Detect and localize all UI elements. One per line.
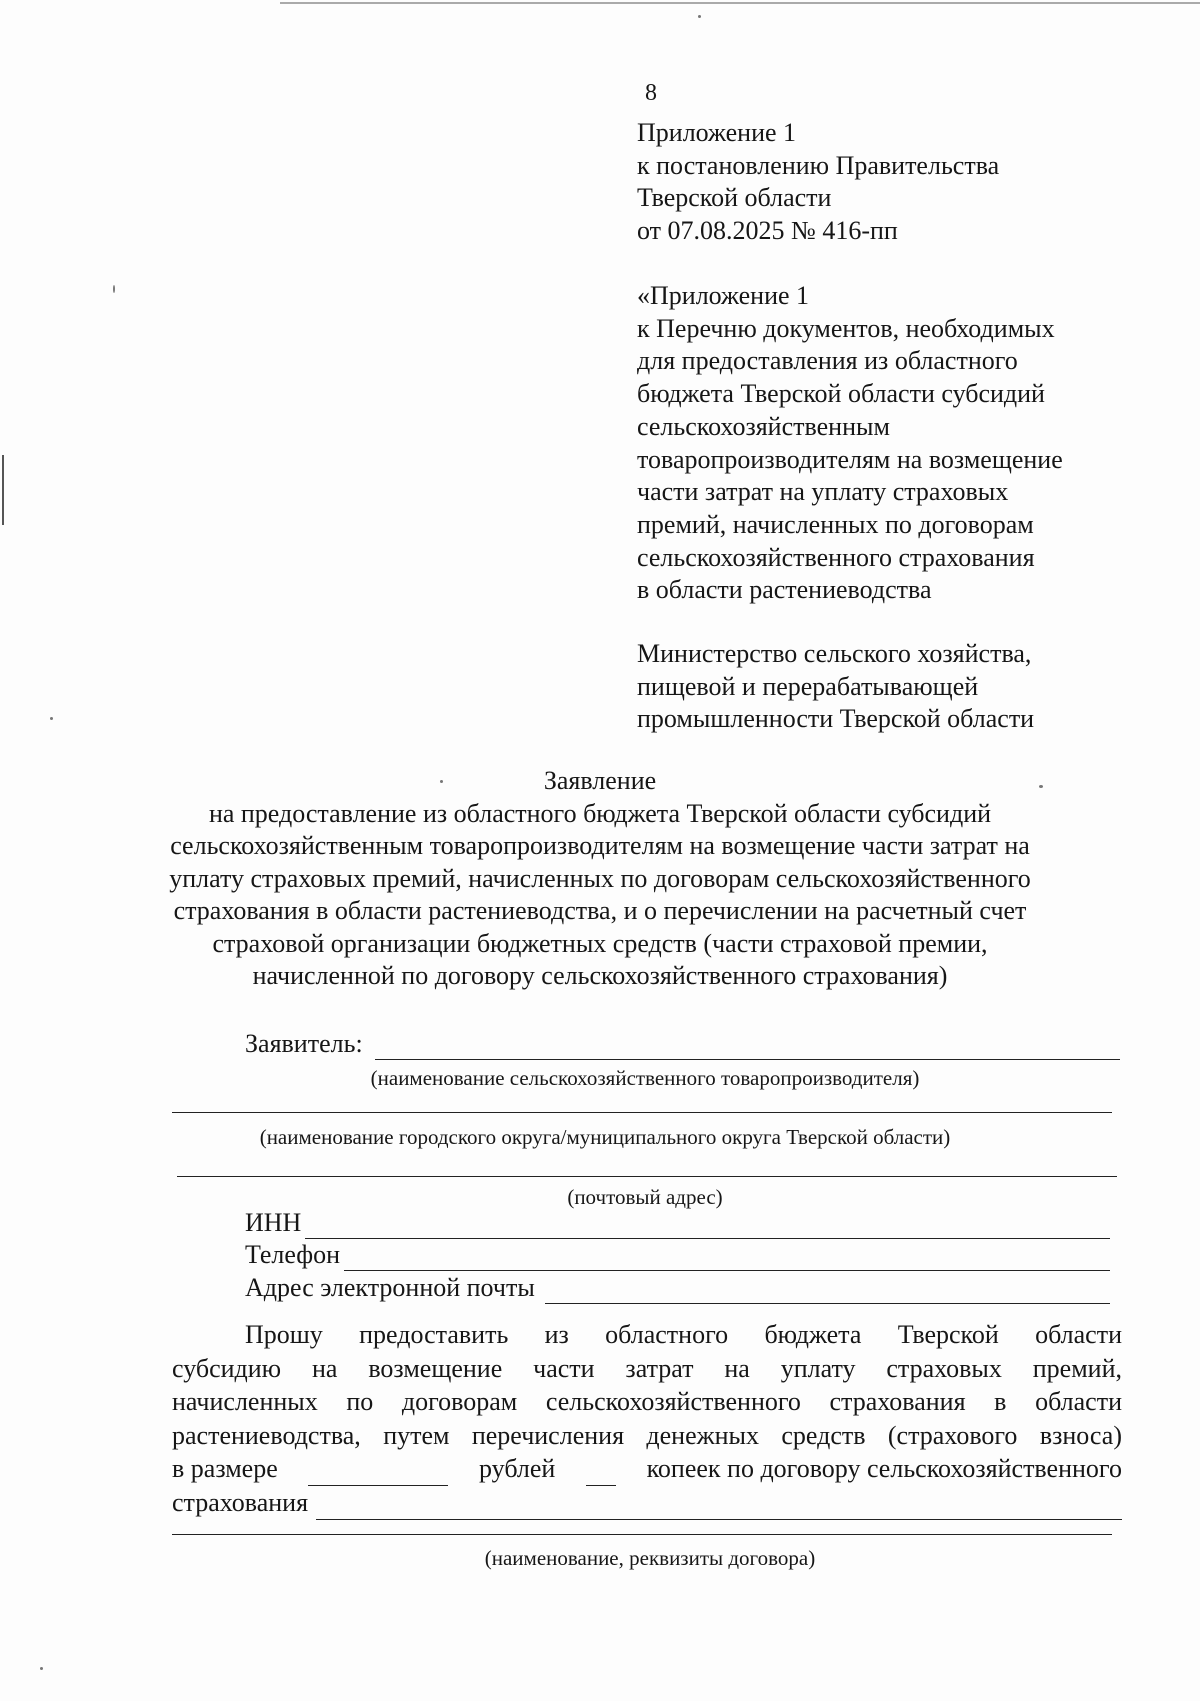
rubles-label: рублей [479,1454,556,1484]
appendix-list-line: сельскохозяйственным [637,411,890,441]
addressee-line: промышленности Тверской области [637,704,1035,734]
amount-line [172,1452,1122,1486]
appendix-decree-line: к постановлению Правительства [637,150,1000,180]
contract-input-line[interactable] [316,1497,1122,1520]
title-line: страховой организации бюджетных средств (части страховой премии, [212,928,988,958]
appendix-decree-line: Тверской области [637,183,832,213]
applicant-field [245,1028,1120,1060]
appendix-decree-line: от 07.08.2025 № 416-пп [637,216,898,246]
applicant-input-line[interactable] [375,1034,1120,1060]
applicant-caption: (наименование сельскохозяйственного товаропроизводителя) [370,1066,920,1090]
postal-caption: (почтовый адрес) [567,1185,723,1209]
phone-field [245,1239,1110,1271]
application-title [0,765,1200,993]
scan-artifact-top-line [280,2,1200,4]
appendix-list-line: сельскохозяйственного страхования [637,542,1035,572]
inn-field [245,1207,1110,1239]
district-input-line[interactable] [172,1112,1112,1113]
contract-caption: (наименование, реквизиты договора) [484,1546,816,1570]
email-input-line[interactable] [545,1278,1110,1304]
title-line: страхования в области растениеводства, и о перечислении на расчетный счет [173,896,1027,925]
appendix-list-line: части затрат на уплату страховых [637,477,1009,507]
title-line: уплату страховых премий, начисленных по договорам сельскохозяйственного [169,863,1031,893]
scan-speck [698,15,701,18]
scan-speck [40,1667,43,1670]
email-label: Адрес электронной почты [245,1273,535,1302]
district-caption: (наименование городского округа/муниципального округа Тверской области) [259,1125,951,1149]
contract-line [172,1486,1122,1520]
addressee-line: пищевой и перерабатывающей [637,671,979,701]
appendix-decree-line: Приложение 1 [637,118,797,147]
rubles-input-line[interactable] [308,1463,448,1486]
appendix-list-line: бюджета Тверской области субсидий [637,379,1045,409]
email-field [245,1272,1110,1304]
request-line: начисленных по договорам сельскохозяйственного страхования в области [172,1387,1122,1417]
addressee-line: Министерство сельского хозяйства, [637,639,1032,668]
title-line: сельскохозяйственным товаропроизводителям на возмещение части затрат на [170,831,1030,860]
kopecks-input-line[interactable] [586,1463,616,1486]
appendix-list-line: «Приложение 1 [637,281,810,310]
appendix-list-line: для предоставления из областного [637,346,1018,376]
page-number: 8 [645,80,657,106]
scan-speck [50,717,53,720]
appendix-list-line: премий, начисленных по договорам [637,509,1034,539]
request-paragraph [172,1318,1122,1520]
contract-label: страхования [172,1487,309,1517]
request-line: Прошу предоставить из областного бюджета Тверской области [245,1320,1122,1349]
appendix-decree-block [637,117,999,248]
appendix-list-line: к Перечню документов, необходимых [637,313,1055,343]
applicant-label: Заявитель: [245,1029,363,1058]
amount-suffix: копеек по договору сельскохозяйственного [646,1454,1122,1484]
title-line: на предоставление из областного бюджета Тверской области субсидий [208,798,992,828]
inn-label: ИНН [245,1208,302,1237]
scan-artifact-left-mark [2,455,4,525]
phone-input-line[interactable] [344,1245,1110,1271]
contract-details-input-line[interactable] [172,1534,1112,1535]
scan-speck [113,285,115,293]
addressee-block [637,638,1034,736]
inn-input-line[interactable] [305,1213,1110,1239]
appendix-list-line: в области растениеводства [637,575,932,605]
appendix-list-line: товаропроизводителям на возмещение [637,444,1063,474]
title-line: начисленной по договору сельскохозяйственного страхования) [252,961,948,990]
request-line: растениеводства, путем перечисления денежных средств (страхового взноса) [172,1420,1122,1450]
appendix-list-block [637,280,1063,607]
postal-address-input-line[interactable] [177,1176,1117,1177]
amount-prefix: в размере [172,1454,278,1484]
title-heading: Заявление [543,766,657,795]
phone-label: Телефон [245,1240,341,1269]
request-line: субсидию на возмещение части затрат на уплату страховых премий, [172,1353,1122,1383]
